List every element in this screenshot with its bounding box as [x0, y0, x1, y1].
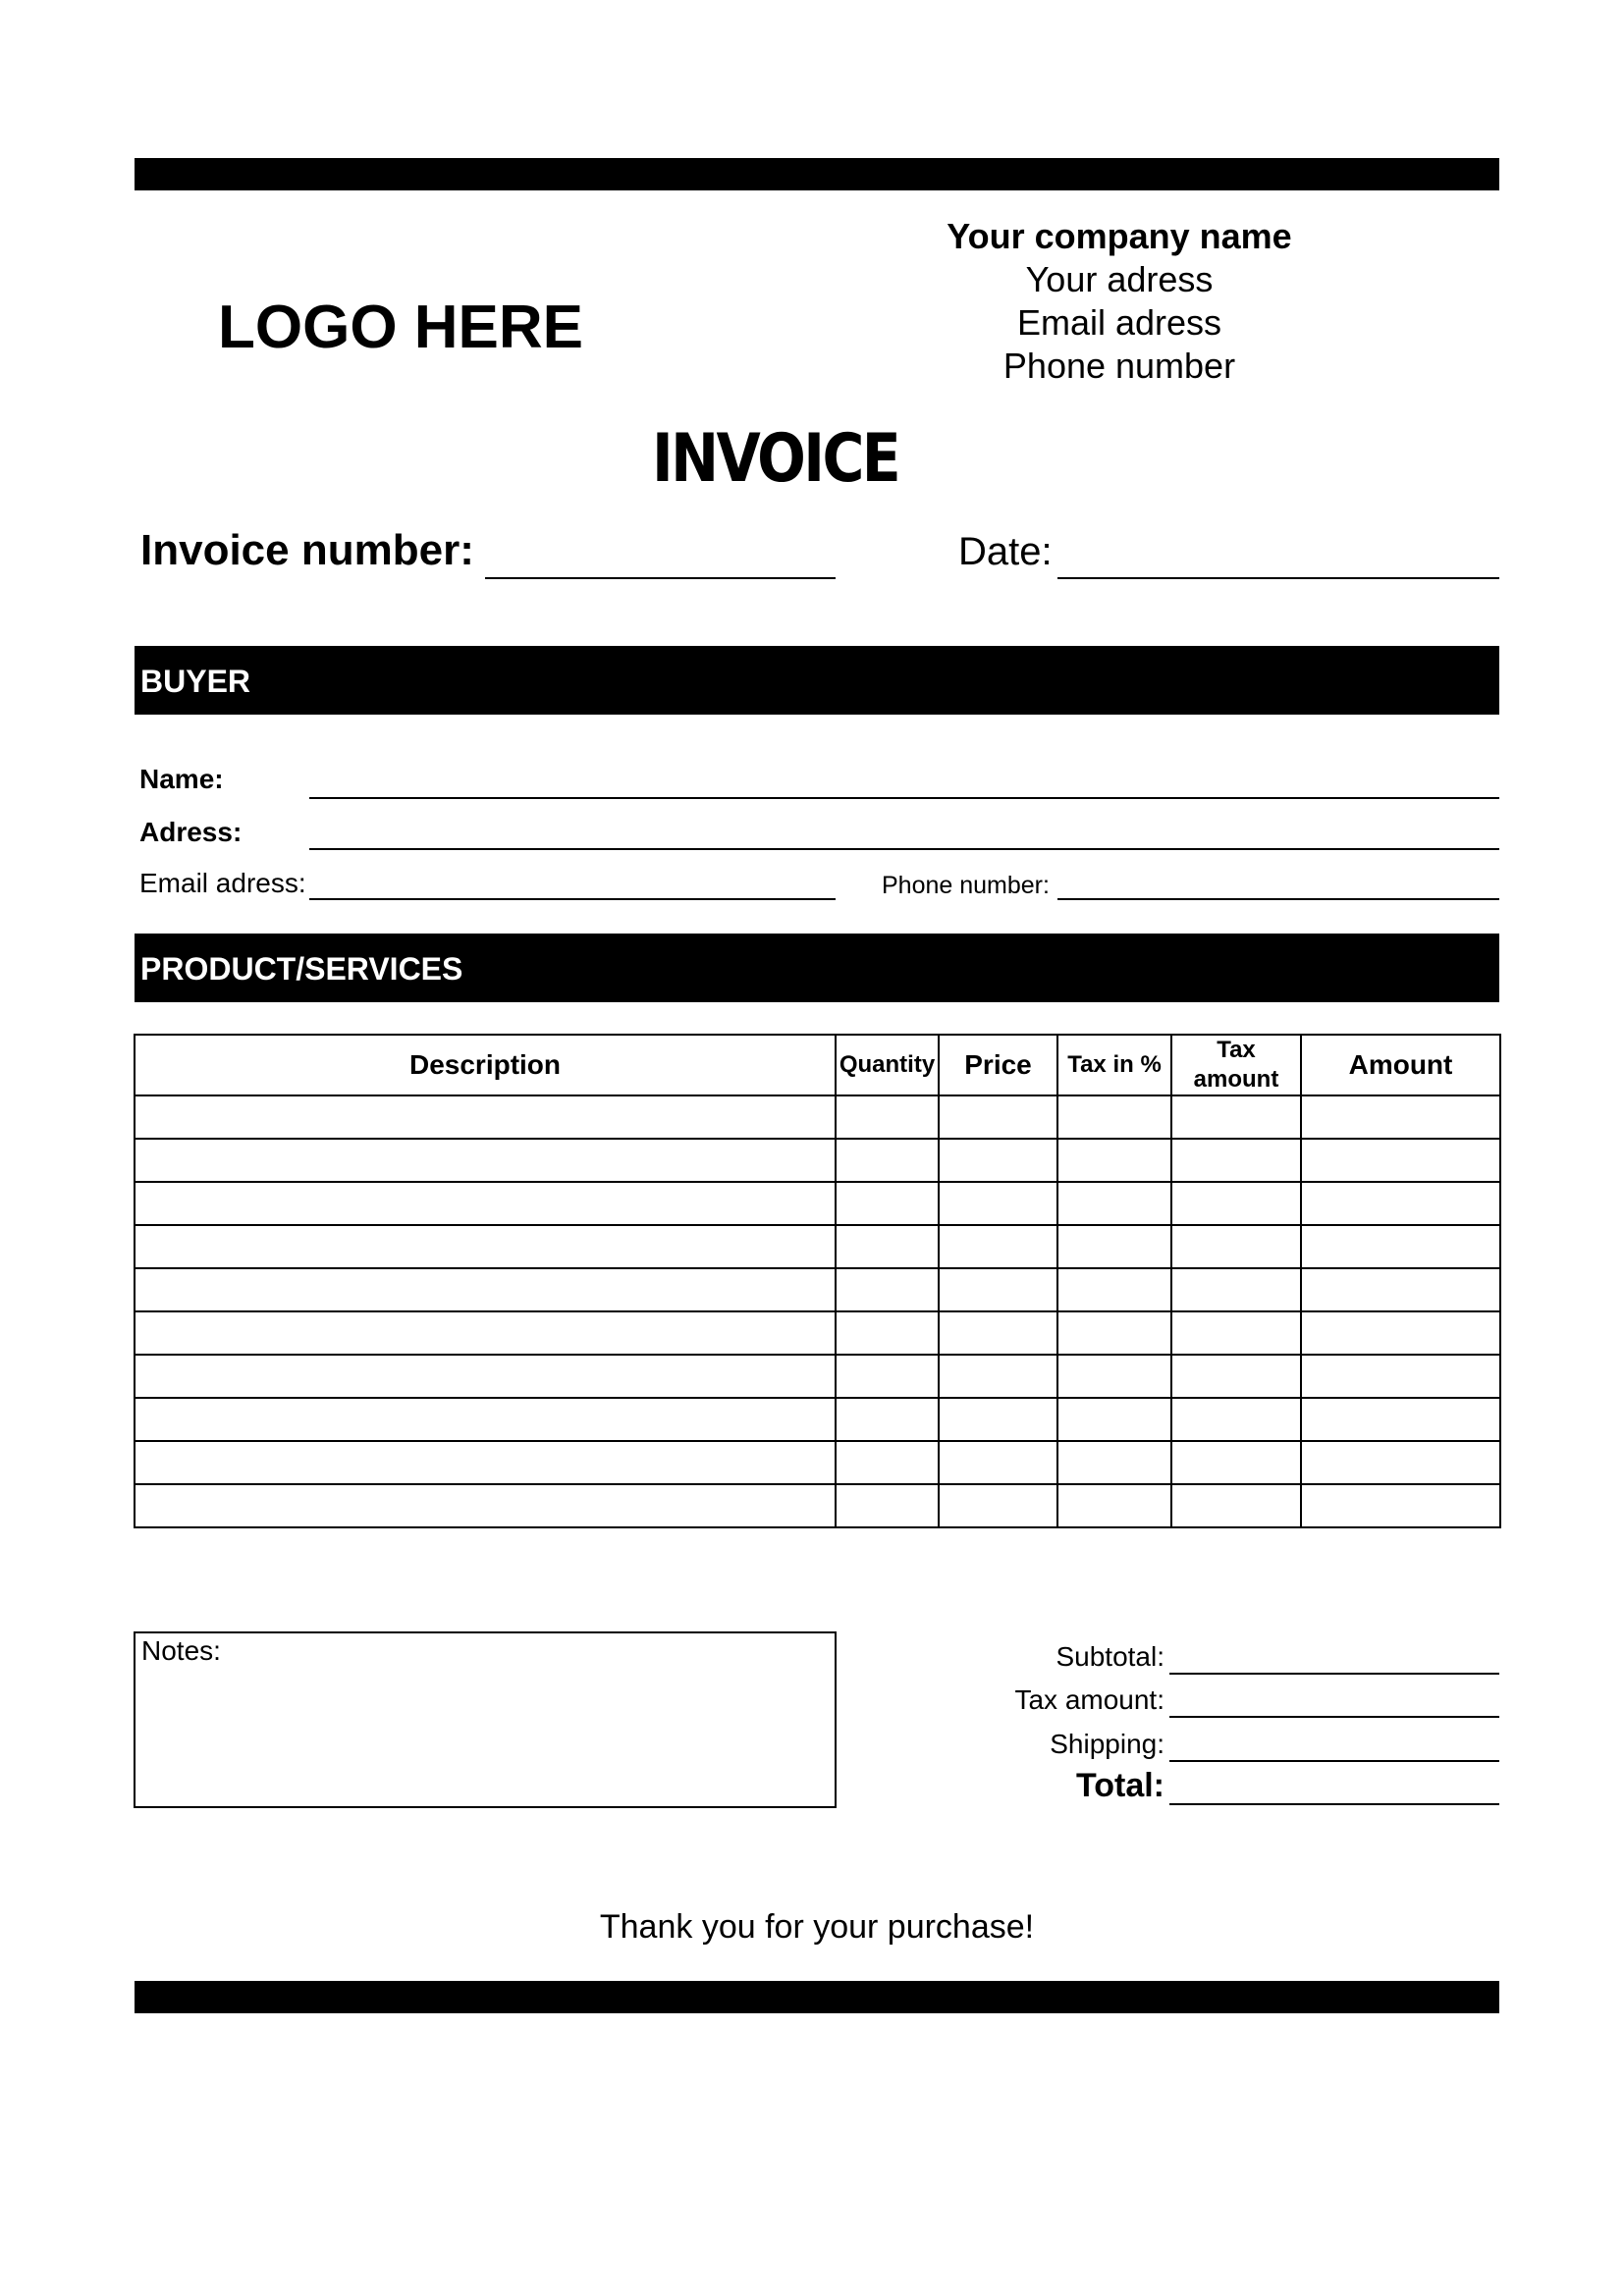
invoice-number-label: Invoice number: [140, 526, 474, 574]
cell-description[interactable] [135, 1095, 836, 1139]
products-section-header [135, 934, 1499, 1002]
cell-description[interactable] [135, 1139, 836, 1182]
subtotal-field[interactable] [1169, 1673, 1499, 1675]
notes-label: Notes: [141, 1635, 221, 1666]
cell-tax-amount[interactable] [1171, 1095, 1301, 1139]
company-address: Your adress [1025, 259, 1214, 299]
cell-quantity[interactable] [836, 1311, 939, 1355]
buyer-address-label: Adress: [139, 817, 243, 847]
shipping-field[interactable] [1169, 1760, 1499, 1762]
cell-tax-percent[interactable] [1057, 1398, 1171, 1441]
cell-description[interactable] [135, 1182, 836, 1225]
table-row [135, 1225, 1500, 1268]
column-tax-percent: Tax in % [1057, 1035, 1171, 1095]
products-heading: PRODUCT/SERVICES [140, 951, 463, 987]
products-table-header [135, 1035, 1500, 1095]
column-quantity: Quantity [836, 1035, 939, 1095]
invoice-title: INVOICE [651, 420, 899, 498]
buyer-address-field[interactable] [309, 848, 1499, 850]
subtotal-label: Subtotal: [1056, 1641, 1164, 1672]
cell-tax-percent[interactable] [1057, 1095, 1171, 1139]
cell-description[interactable] [135, 1484, 836, 1527]
company-phone: Phone number [1002, 346, 1236, 386]
cell-amount[interactable] [1301, 1441, 1500, 1484]
cell-tax-percent[interactable] [1057, 1441, 1171, 1484]
column-amount: Amount [1301, 1035, 1500, 1095]
cell-tax-amount[interactable] [1171, 1441, 1301, 1484]
cell-amount[interactable] [1301, 1311, 1500, 1355]
cell-tax-percent[interactable] [1057, 1225, 1171, 1268]
cell-amount[interactable] [1301, 1484, 1500, 1527]
cell-price[interactable] [939, 1484, 1057, 1527]
column-tax-amount: Tax amount [1171, 1035, 1301, 1095]
cell-tax-amount[interactable] [1171, 1225, 1301, 1268]
cell-quantity[interactable] [836, 1355, 939, 1398]
column-price: Price [939, 1035, 1057, 1095]
column-description: Description [135, 1035, 836, 1095]
table-row [135, 1182, 1500, 1225]
cell-price[interactable] [939, 1355, 1057, 1398]
cell-price[interactable] [939, 1139, 1057, 1182]
cell-price[interactable] [939, 1182, 1057, 1225]
date-label: Date: [958, 530, 1053, 573]
cell-quantity[interactable] [836, 1095, 939, 1139]
cell-amount[interactable] [1301, 1139, 1500, 1182]
thank-you-message: Thank you for your purchase! [599, 1908, 1035, 1946]
cell-tax-percent[interactable] [1057, 1311, 1171, 1355]
table-row [135, 1095, 1500, 1139]
cell-amount[interactable] [1301, 1095, 1500, 1139]
cell-quantity[interactable] [836, 1225, 939, 1268]
table-row [135, 1268, 1500, 1311]
company-email: Email adress [1016, 302, 1222, 343]
buyer-name-label: Name: [139, 764, 224, 794]
products-table [134, 1034, 1501, 1528]
company-name: Your company name [947, 216, 1292, 256]
invoice-number-field[interactable] [485, 577, 836, 579]
cell-quantity[interactable] [836, 1182, 939, 1225]
cell-tax-percent[interactable] [1057, 1268, 1171, 1311]
cell-price[interactable] [939, 1441, 1057, 1484]
cell-description[interactable] [135, 1225, 836, 1268]
table-row [135, 1441, 1500, 1484]
logo-placeholder: LOGO HERE [218, 294, 584, 361]
buyer-email-label: Email adress: [139, 868, 306, 898]
buyer-name-field[interactable] [309, 797, 1499, 799]
cell-amount[interactable] [1301, 1355, 1500, 1398]
cell-price[interactable] [939, 1095, 1057, 1139]
buyer-phone-field[interactable] [1057, 898, 1499, 900]
cell-price[interactable] [939, 1225, 1057, 1268]
buyer-heading: BUYER [140, 664, 251, 699]
cell-description[interactable] [135, 1268, 836, 1311]
cell-quantity[interactable] [836, 1139, 939, 1182]
tax-amount-label: Tax amount: [1014, 1684, 1164, 1715]
cell-description[interactable] [135, 1355, 836, 1398]
cell-quantity[interactable] [836, 1484, 939, 1527]
cell-tax-percent[interactable] [1057, 1139, 1171, 1182]
cell-tax-amount[interactable] [1171, 1139, 1301, 1182]
table-row [135, 1139, 1500, 1182]
cell-description[interactable] [135, 1311, 836, 1355]
cell-tax-percent[interactable] [1057, 1355, 1171, 1398]
cell-price[interactable] [939, 1311, 1057, 1355]
tax-amount-field[interactable] [1169, 1716, 1499, 1718]
buyer-section-header [135, 646, 1499, 715]
bottom-border-bar [135, 1981, 1499, 2013]
cell-tax-amount[interactable] [1171, 1311, 1301, 1355]
buyer-email-field[interactable] [309, 898, 836, 900]
cell-description[interactable] [135, 1441, 836, 1484]
buyer-phone-label: Phone number: [882, 872, 1050, 899]
cell-description[interactable] [135, 1398, 836, 1441]
total-field[interactable] [1169, 1803, 1499, 1805]
cell-quantity[interactable] [836, 1398, 939, 1441]
cell-price[interactable] [939, 1268, 1057, 1311]
top-border-bar [135, 158, 1499, 190]
table-row [135, 1311, 1500, 1355]
total-label: Total: [1075, 1767, 1164, 1804]
shipping-label: Shipping: [1050, 1729, 1164, 1759]
cell-tax-amount[interactable] [1171, 1182, 1301, 1225]
cell-tax-amount[interactable] [1171, 1484, 1301, 1527]
cell-tax-percent[interactable] [1057, 1484, 1171, 1527]
cell-tax-amount[interactable] [1171, 1398, 1301, 1441]
table-row [135, 1484, 1500, 1527]
date-field[interactable] [1057, 577, 1499, 579]
cell-price[interactable] [939, 1398, 1057, 1441]
cell-amount[interactable] [1301, 1225, 1500, 1268]
cell-quantity[interactable] [836, 1441, 939, 1484]
cell-amount[interactable] [1301, 1268, 1500, 1311]
cell-tax-amount[interactable] [1171, 1268, 1301, 1311]
cell-quantity[interactable] [836, 1268, 939, 1311]
cell-tax-amount[interactable] [1171, 1355, 1301, 1398]
table-row [135, 1355, 1500, 1398]
cell-amount[interactable] [1301, 1182, 1500, 1225]
cell-tax-percent[interactable] [1057, 1182, 1171, 1225]
cell-amount[interactable] [1301, 1398, 1500, 1441]
table-row [135, 1398, 1500, 1441]
